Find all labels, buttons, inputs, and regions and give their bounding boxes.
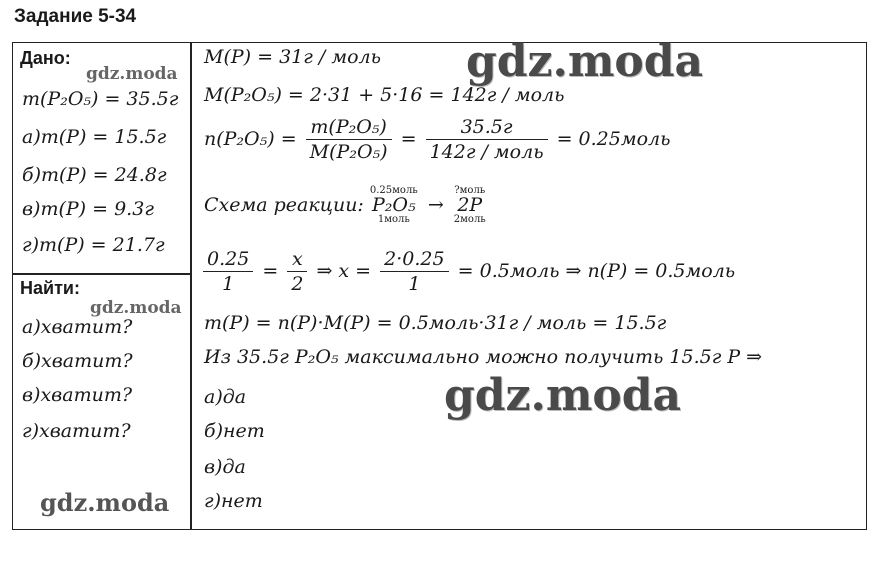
given-line: m(P₂O₅) = 35.5г bbox=[22, 88, 179, 110]
proportion-line bbox=[200, 250, 735, 294]
scheme-reactant-given: 0.25моль bbox=[369, 185, 418, 196]
watermark: gdz.moda bbox=[90, 298, 182, 318]
find-line: в)хватит? bbox=[22, 384, 133, 406]
scheme-product-unknown: ?моль bbox=[454, 185, 486, 196]
fraction-denominator: 142г / моль bbox=[429, 141, 544, 163]
watermark: gdz.moda bbox=[86, 64, 178, 84]
scheme-product bbox=[454, 186, 486, 225]
column-divider bbox=[190, 42, 192, 530]
scheme-reactant-coef: 1моль bbox=[377, 214, 410, 225]
scheme-product-formula: 2P bbox=[457, 194, 483, 216]
answer-a: а)да bbox=[204, 386, 247, 408]
fraction-denominator: 2 bbox=[291, 273, 304, 295]
watermark: gdz.moda bbox=[40, 488, 170, 517]
molar-mass-p: M(P) = 31г / моль bbox=[204, 46, 381, 68]
mass-p-line: m(P) = n(P)·M(P) = 0.5моль·31г / моль = 15.5г bbox=[204, 312, 667, 334]
amount-p2o5-line bbox=[204, 118, 671, 162]
scheme-reactant bbox=[370, 186, 418, 225]
given-line: а)m(P) = 15.5г bbox=[22, 126, 167, 148]
scheme-reactant-formula: P₂O₅ bbox=[372, 194, 416, 216]
fraction-numerator: m(P₂O₅) bbox=[306, 118, 392, 140]
proportion-fraction-1 bbox=[203, 250, 253, 294]
proportion-result: = 0.5моль ⇒ n(P) = 0.5моль bbox=[457, 260, 736, 282]
task-title: Задание 5-34 bbox=[14, 6, 137, 27]
find-line: г)хватит? bbox=[22, 420, 131, 442]
find-label: Найти: bbox=[20, 278, 80, 298]
find-line: б)хватит? bbox=[22, 350, 133, 372]
fraction-numerator: 0.25 bbox=[203, 250, 253, 272]
fraction-numerator: 35.5г bbox=[426, 118, 548, 140]
molar-mass-p2o5: M(P₂O₅) = 2·31 + 5·16 = 142г / моль bbox=[204, 84, 565, 106]
fraction-denominator: 1 bbox=[222, 273, 235, 295]
scheme-label: Схема реакции: bbox=[204, 194, 364, 216]
scheme-arrow: → bbox=[427, 194, 444, 216]
find-line: а)хватит? bbox=[22, 316, 133, 338]
equals-sign: = bbox=[400, 128, 417, 150]
conclusion-line: Из 35.5г P₂O₅ максимально можно получить 15.5г P ⇒ bbox=[204, 346, 763, 368]
given-line: в)m(P) = 9.3г bbox=[22, 198, 154, 220]
proportion-implies: ⇒ x = bbox=[316, 260, 372, 282]
answer-b: б)нет bbox=[204, 420, 265, 442]
proportion-fraction-3 bbox=[380, 250, 448, 294]
watermark: gdz.moda bbox=[444, 370, 682, 421]
row-divider bbox=[12, 273, 192, 275]
answer-d: г)нет bbox=[204, 490, 263, 512]
watermark: gdz.moda bbox=[466, 36, 704, 87]
proportion-fraction-2 bbox=[287, 250, 307, 294]
given-line: б)m(P) = 24.8г bbox=[22, 164, 167, 186]
fraction-numerator: 2·0.25 bbox=[380, 250, 448, 272]
answer-c: в)да bbox=[204, 456, 246, 478]
fraction-values bbox=[426, 118, 548, 162]
reaction-scheme bbox=[204, 186, 486, 225]
amount-lhs: n(P₂O₅) = bbox=[204, 128, 297, 150]
amount-result: = 0.25моль bbox=[556, 128, 671, 150]
fraction-numerator: x bbox=[287, 250, 307, 272]
given-label: Дано: bbox=[20, 48, 71, 68]
equals-sign: = bbox=[262, 260, 279, 282]
scheme-product-coef: 2моль bbox=[453, 214, 486, 225]
fraction-mass-over-molar bbox=[306, 118, 392, 162]
given-line: г)m(P) = 21.7г bbox=[22, 234, 165, 256]
fraction-denominator: M(P₂O₅) bbox=[309, 141, 388, 163]
fraction-denominator: 1 bbox=[408, 273, 421, 295]
